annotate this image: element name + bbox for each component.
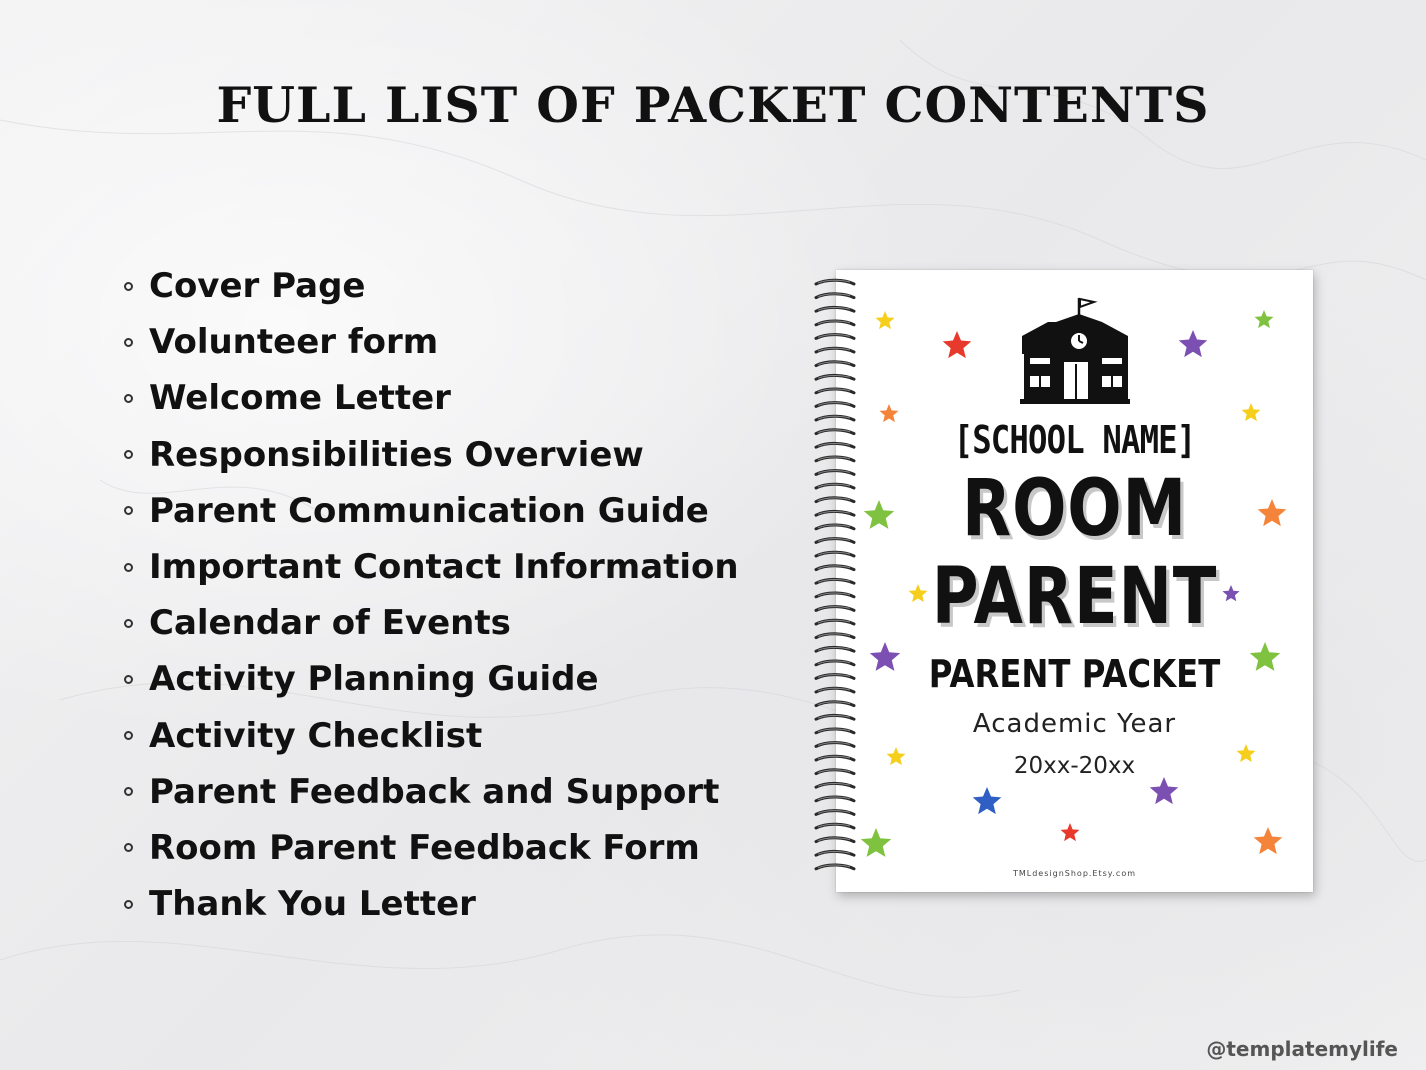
bullet-icon — [124, 675, 133, 684]
contents-list — [124, 258, 739, 932]
bullet-icon — [124, 506, 133, 515]
list-item-label: Volunteer form — [149, 322, 439, 363]
list-item — [124, 708, 739, 764]
bullet-icon — [124, 338, 133, 347]
list-item — [124, 595, 739, 651]
bullet-icon — [124, 394, 133, 403]
bullet-icon — [124, 843, 133, 852]
watermark: @templatemylife — [1206, 1037, 1398, 1061]
list-item-label: Room Parent Feedback Form — [149, 827, 700, 868]
list-item-label: Parent Feedback and Support — [149, 771, 720, 812]
bullet-icon — [124, 450, 133, 459]
list-item-label: Cover Page — [149, 266, 366, 307]
list-item — [124, 483, 739, 539]
bullet-icon — [124, 282, 133, 291]
shop-url: TMLdesignShop.Etsy.com — [1012, 869, 1137, 878]
list-item-label: Thank You Letter — [149, 884, 476, 925]
academic-year-label: Academic Year — [972, 709, 1177, 739]
spiral-binding — [812, 268, 862, 896]
list-item-label: Welcome Letter — [149, 378, 451, 419]
bullet-icon — [124, 619, 133, 628]
bullet-icon — [124, 787, 133, 796]
list-item — [124, 258, 739, 314]
schoolhouse-icon — [1018, 296, 1132, 406]
list-item-label: Parent Communication Guide — [149, 490, 709, 531]
cover-title-parent: PARENT — [931, 552, 1218, 642]
list-item — [124, 427, 739, 483]
list-item — [124, 370, 739, 426]
list-item-label: Responsibilities Overview — [149, 434, 644, 475]
cover-subtitle: PARENT PACKET — [928, 652, 1221, 696]
bullet-icon — [124, 900, 133, 909]
page-title: FULL LIST OF PACKET CONTENTS — [216, 76, 1210, 134]
academic-years: 20xx-20xx — [1013, 753, 1136, 779]
list-item-label: Important Contact Information — [149, 547, 739, 588]
list-item — [124, 764, 739, 820]
cover-title-room: ROOM — [962, 464, 1187, 554]
list-item — [124, 651, 739, 707]
bullet-icon — [124, 563, 133, 572]
list-item — [124, 314, 739, 370]
list-item-label: Activity Checklist — [149, 715, 483, 756]
notebook-mockup — [812, 268, 1315, 896]
list-item — [124, 820, 739, 876]
list-item-label: Activity Planning Guide — [149, 659, 599, 700]
list-item — [124, 539, 739, 595]
list-item-label: Calendar of Events — [149, 603, 511, 644]
school-name: [SCHOOL NAME] — [953, 418, 1196, 462]
list-item — [124, 876, 739, 932]
bullet-icon — [124, 731, 133, 740]
